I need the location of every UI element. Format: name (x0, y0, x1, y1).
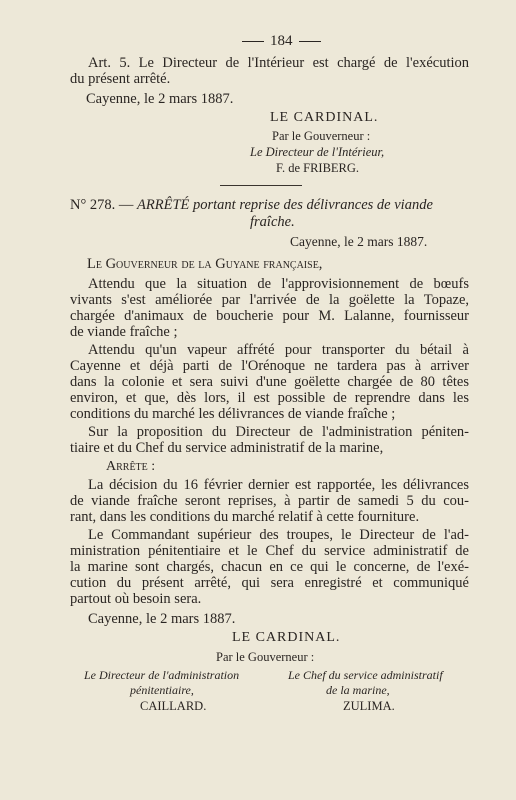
p4-line-2: de viande fraîche seront reprises, à partir de samedi 5 du cou- (70, 493, 469, 509)
sig1-signer: F. de FRIBERG. (276, 161, 360, 175)
p5-line-5: partout où besoin sera. (70, 591, 202, 607)
decree-title-rest: portant reprise des délivrances de viande (193, 197, 433, 213)
p2-line-1: Attendu qu'un vapeur affrété pour transporter du bétail à (88, 342, 469, 358)
p5-line-2: ministration pénitentiaire et le Chef du service administratif de (70, 543, 469, 559)
right-sig-line-2: de la marine, (326, 683, 390, 697)
p5-line-3: la marine sont chargés, chacun en ce qui le concerne, de l'exé- (70, 559, 469, 575)
decree-dateline: Cayenne, le 2 mars 1887. (290, 234, 428, 249)
p2-line-4: environ, et que, dès lors, il est possible de reprendre dans les (70, 390, 469, 406)
sig1-role: Le Directeur de l'Intérieur, (250, 145, 385, 159)
decree-title-line-2: fraîche. (250, 214, 295, 230)
p1-line-4: de viande fraîche ; (70, 324, 178, 340)
page-number: 184 (270, 33, 293, 49)
right-sig-name: ZULIMA. (343, 699, 395, 713)
sig2-by: Par le Gouverneur : (216, 650, 315, 664)
p5-line-1: Le Commandant supérieur des troupes, le Directeur de l'ad- (88, 527, 469, 543)
sig1-by: Par le Gouverneur : (272, 129, 371, 143)
p2-line-5: conditions du marché les délivrances de viande fraîche ; (70, 406, 396, 422)
p4-line-1: La décision du 16 février dernier est rapportée, les délivrances (88, 477, 469, 493)
sig1-name: LE CARDINAL. (270, 110, 379, 125)
dash-right (299, 41, 321, 42)
p5-line-4: cution du présent arrêté, qui sera enregistré et communiqué (70, 575, 469, 591)
left-sig-name: CAILLARD. (140, 699, 207, 713)
separator-rule (220, 185, 302, 186)
right-sig-line-1: Le Chef du service administratif (288, 668, 443, 682)
p1-line-3: chargée d'animaux de boucherie pour M. Lalanne, fournisseur (70, 308, 469, 324)
governor-line: Le Gouverneur de la Guyane française, (87, 256, 323, 272)
decree-dash: — (118, 197, 134, 213)
arrete-heading: Arrête : (106, 459, 156, 474)
p1-line-1: Attendu que la situation de l'approvisionnement de bœufs (88, 276, 469, 292)
left-sig-line-1: Le Directeur de l'administration (84, 668, 240, 682)
date-2: Cayenne, le 2 mars 1887. (88, 611, 236, 627)
p2-line-2: Cayenne et déjà parti de l'Orénoque ne tardera pas à arriver (70, 358, 469, 374)
decree-title-word: ARRÊTÉ (137, 197, 190, 213)
sig2-name: LE CARDINAL. (232, 630, 341, 645)
page-number-line (236, 34, 327, 49)
art5-line-2: du présent arrêté. (70, 71, 171, 87)
left-sig-line-2: pénitentiaire, (130, 683, 194, 697)
dash-left (242, 41, 264, 42)
date-1: Cayenne, le 2 mars 1887. (86, 91, 234, 107)
p3-line-1: Sur la proposition du Directeur de l'administration péniten- (88, 424, 469, 440)
p2-line-3: dans la colonie et sera suivi d'une goëlette chargée de 80 têtes (70, 374, 469, 390)
decree-number: N° 278. (70, 197, 116, 213)
p1-line-2: vivants s'est améliorée par l'arrivée de la goëlette la Topaze, (70, 292, 469, 308)
decree-title-line (70, 198, 433, 213)
art5-line-1: Art. 5. Le Directeur de l'Intérieur est chargé de l'exécution (88, 55, 469, 71)
p4-line-3: rant, dans les conditions du marché relatif à cette fourniture. (70, 509, 420, 525)
p3-line-2: tiaire et du Chef du service administratif de la marine, (70, 440, 384, 456)
